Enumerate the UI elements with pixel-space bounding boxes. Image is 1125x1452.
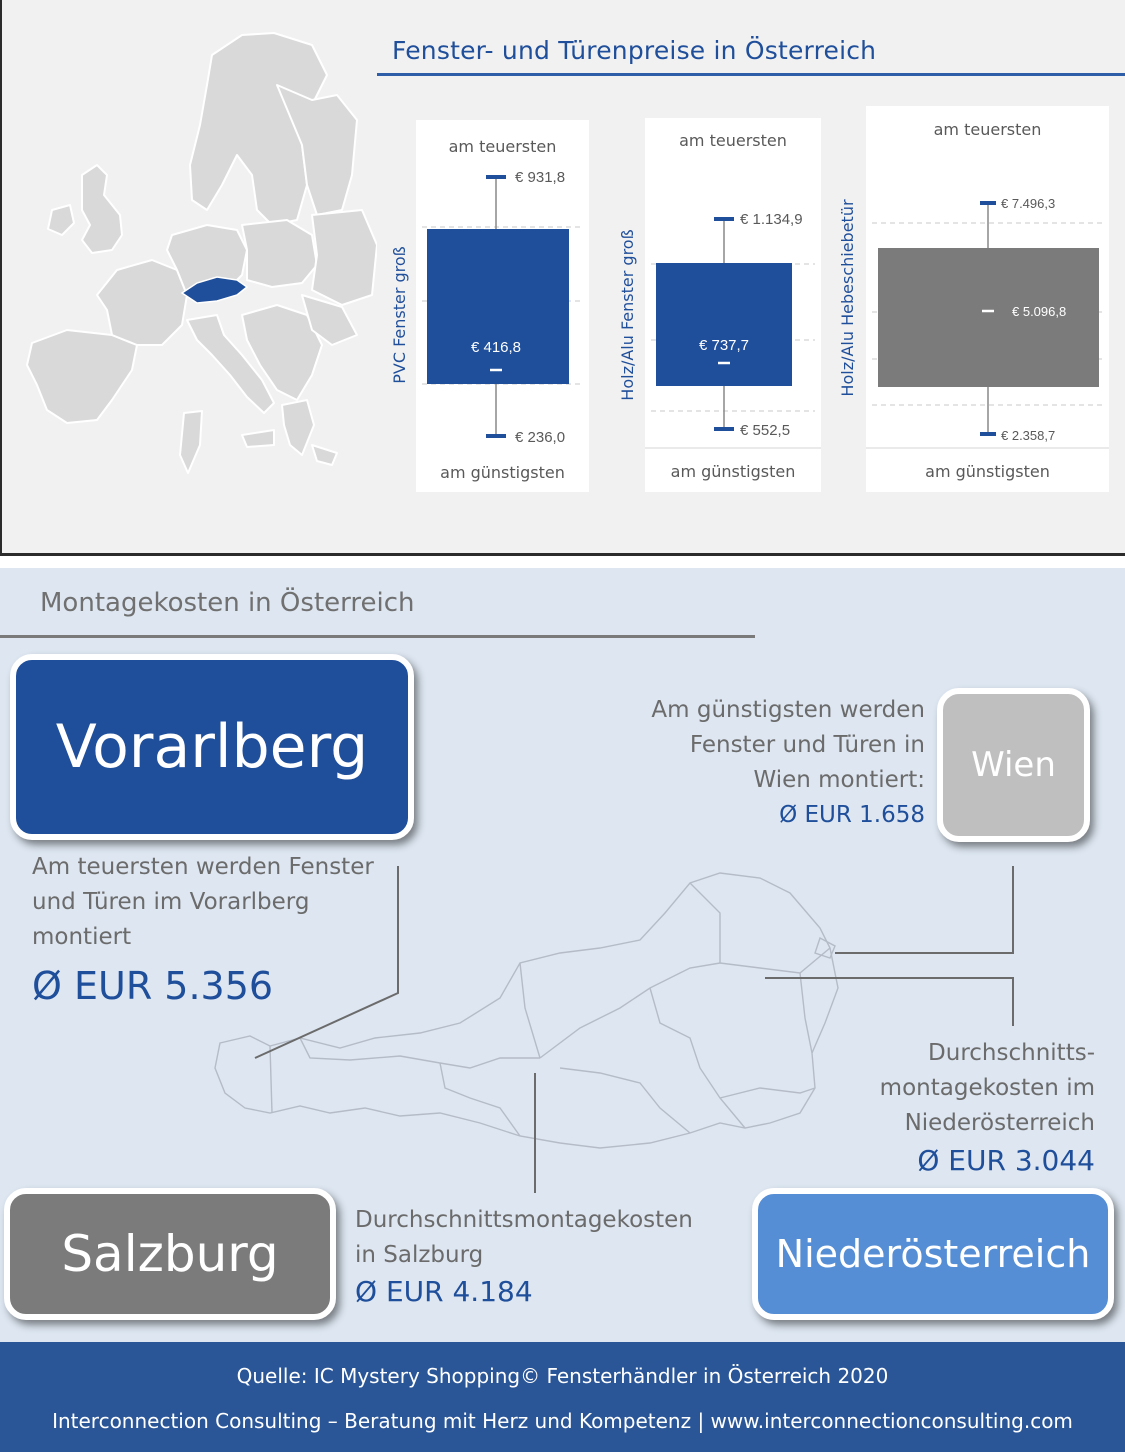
vorarlberg-box [10, 654, 414, 840]
wien-text-line: Am günstigsten werden [651, 697, 925, 723]
max-label: € 7.496,3 [1001, 196, 1056, 211]
box-charts [2, 0, 1125, 556]
max-label: € 1.134,9 [740, 211, 803, 228]
top-label: am teuersten [679, 131, 787, 150]
vorarlberg-text-line: und Türen im Vorarlberg [32, 889, 310, 915]
wien-text-line: Wien montiert: [753, 767, 925, 793]
footer-company: Interconnection Consulting – Beratung mit Herz und Kompetenz | www.interconnectionconsulting.com [52, 1409, 1073, 1433]
connector-wien [835, 866, 1013, 953]
page-title: Fenster- und Türenpreise in Österreich [392, 36, 877, 65]
noe-text [780, 1036, 1095, 1181]
min-label: € 236,0 [515, 429, 566, 446]
max-label: € 931,8 [515, 169, 566, 186]
salzburg-text-line: Durchschnittsmontagekosten [355, 1207, 693, 1233]
category-label: PVC Fenster groß [390, 246, 409, 384]
box-rect [656, 263, 792, 386]
min-label: € 2.358,7 [1001, 428, 1056, 443]
salzburg-box [4, 1188, 336, 1320]
box-rect [427, 229, 569, 384]
noe-value: Ø EUR 3.044 [917, 1144, 1095, 1177]
median-label: € 737,7 [698, 337, 750, 354]
median-label: € 5.096,8 [1012, 304, 1067, 319]
vorarlberg-value: Ø EUR 5.356 [32, 964, 274, 1008]
salzburg-value: Ø EUR 4.184 [355, 1275, 533, 1308]
noe-text-line: Durchschnitts- [928, 1040, 1095, 1066]
montage-title: Montagekosten in Österreich [40, 588, 415, 618]
footer-source: Quelle: IC Mystery Shopping© Fensterhändler in Österreich 2020 [236, 1364, 889, 1388]
wien-text [600, 693, 925, 833]
montage-underline [0, 635, 755, 638]
noe-box [752, 1188, 1114, 1320]
bottom-label: am günstigsten [925, 462, 1050, 481]
min-label: € 552,5 [740, 422, 791, 439]
wien-text-line: Fenster und Türen in [689, 732, 925, 758]
bottom-label: am günstigsten [670, 462, 796, 481]
noe-label: Niederösterreich [775, 1232, 1091, 1276]
connector-noe [765, 978, 1013, 1026]
salzburg-text-line: in Salzburg [355, 1242, 484, 1268]
salzburg-text [355, 1203, 693, 1311]
top-label: am teuersten [448, 137, 557, 156]
median-label: € 416,8 [470, 339, 522, 356]
footer [0, 1342, 1125, 1452]
wien-box [937, 688, 1090, 842]
wien-label: Wien [971, 745, 1056, 785]
noe-text-line: montagekosten im [879, 1075, 1095, 1101]
category-label: Holz/Alu Hebeschiebetür [838, 199, 857, 397]
noe-text-line: Niederösterreich [904, 1110, 1095, 1136]
category-label: Holz/Alu Fenster groß [618, 229, 637, 401]
vorarlberg-text-line: montiert [32, 924, 132, 950]
bottom-label: am günstigsten [440, 463, 565, 482]
salzburg-label: Salzburg [61, 1225, 279, 1283]
wien-value: Ø EUR 1.658 [779, 802, 925, 828]
price-section [0, 0, 1125, 556]
vorarlberg-text-line: Am teuersten werden Fenster [32, 854, 374, 880]
vorarlberg-label: Vorarlberg [55, 712, 369, 782]
vorarlberg-text [32, 850, 374, 1013]
top-label: am teuersten [933, 120, 1042, 139]
